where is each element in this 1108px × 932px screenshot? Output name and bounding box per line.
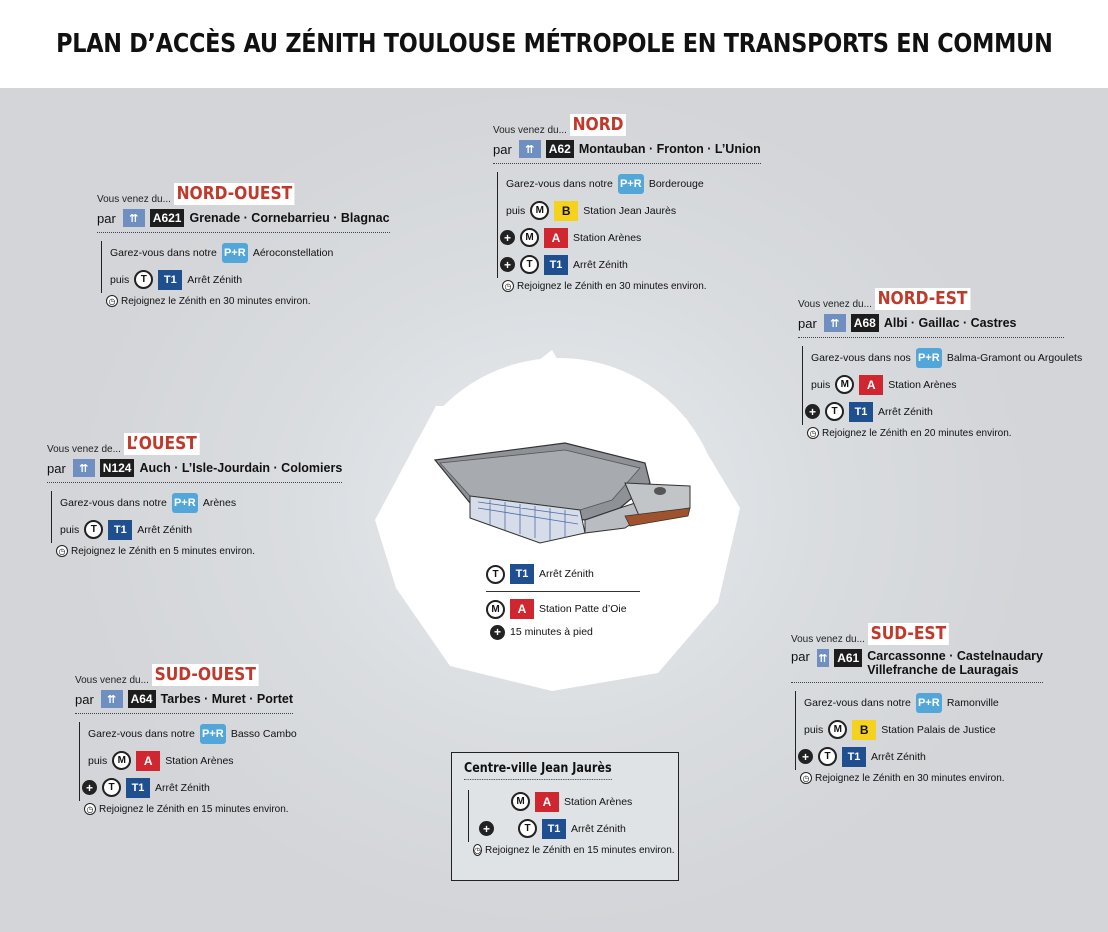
plus-icon: + [798, 749, 813, 764]
ne-park-text: Garez-vous dans nos [811, 351, 911, 364]
park-and-ride-icon: P+R [200, 724, 226, 744]
park-and-ride-icon: P+R [172, 493, 198, 513]
ouest-road: N124 [100, 459, 135, 477]
page-title: PLAN D’ACCÈS AU ZÉNITH TOULOUSE MÉTROPOLE EN TRANSPORTS EN COMMUN [55, 29, 1053, 59]
so-final-text: Rejoignez le Zénith en 15 minutes environ. [99, 803, 289, 815]
se-prefix: Vous venez du... [791, 634, 865, 645]
so-park-name: Basso Cambo [230, 727, 297, 740]
line-b-badge: B [852, 720, 876, 740]
nord-step3-label: Station Arènes [573, 231, 642, 244]
metro-icon: M [530, 201, 549, 220]
ouest-par-label: par [47, 460, 66, 476]
ne-towns: Albi · Gaillac · Castres [883, 316, 1017, 330]
so-par-label: par [75, 691, 94, 707]
no-prefix: Vous venez du... [97, 194, 171, 205]
tram-icon: T [520, 255, 539, 274]
cv-step1-label: Station Arènes [564, 795, 633, 808]
no-final-text: Rejoignez le Zénith en 30 minutes environ. [121, 295, 311, 307]
region-sud-ouest [75, 662, 297, 815]
no-park-text: Garez-vous dans notre [110, 246, 217, 259]
no-towns: Grenade · Cornebarrieu · Blagnac [189, 211, 390, 225]
se-region-name: SUD-EST [868, 623, 949, 645]
region-sud-est [791, 621, 1043, 784]
plus-icon: + [479, 821, 494, 836]
nord-park-name: Borderouge [648, 177, 704, 190]
plus-icon: + [805, 404, 820, 419]
no-step-park [110, 239, 390, 266]
line-a-badge: A [859, 375, 883, 395]
no-puis-label: puis [110, 273, 130, 286]
so-prefix: Vous venez du... [75, 675, 149, 686]
ne-step2-label: Station Arènes [888, 378, 957, 391]
nord-step4-label: Arrêt Zénith [573, 258, 628, 271]
nord-final-text: Rejoignez le Zénith en 30 minutes environ. [517, 280, 707, 292]
line-t1-badge: T1 [544, 255, 568, 275]
ouest-step-park [60, 489, 342, 516]
nord-step-metro-b [506, 197, 761, 224]
se-step-metro-b [804, 716, 1043, 743]
so-step-metro-a [88, 747, 297, 774]
clock-icon: ◷ [106, 295, 118, 307]
metro-icon: M [511, 792, 530, 811]
line-a-badge: A [535, 792, 559, 812]
line-a-badge: A [544, 228, 568, 248]
region-nord-est [798, 286, 1082, 439]
center-tram-stop: Arrêt Zénith [539, 568, 594, 580]
ouest-puis-label: puis [60, 523, 80, 536]
cv-step-metro [477, 788, 666, 815]
line-t1-badge: T1 [126, 778, 150, 798]
line-a-badge: A [510, 599, 534, 619]
nord-step-metro-a [503, 224, 761, 251]
se-final [800, 772, 1043, 784]
se-step-park [804, 689, 1043, 716]
centre-ville-title: Centre-ville Jean Jaurès [464, 761, 612, 780]
nord-puis-label: puis [506, 204, 526, 217]
ouest-prefix: Vous venez de... [47, 444, 121, 455]
no-park-name: Aéroconstellation [252, 246, 334, 259]
ouest-region-name: L’OUEST [124, 433, 199, 455]
zenith-access-info [486, 561, 646, 642]
se-road: A61 [834, 649, 862, 667]
cv-final [473, 844, 675, 856]
ne-par-label: par [798, 315, 817, 331]
ne-step3-label: Arrêt Zénith [878, 405, 933, 418]
so-towns: Tarbes · Muret · Portet [160, 692, 293, 706]
nord-region-name: NORD [570, 114, 626, 136]
no-par-label: par [97, 210, 116, 226]
ne-prefix: Vous venez du... [798, 299, 872, 310]
highway-icon: ⇈ [73, 459, 95, 477]
so-step-park [88, 720, 297, 747]
se-puis-label: puis [804, 723, 824, 736]
highway-icon: ⇈ [824, 314, 846, 332]
no-step-tram [110, 266, 390, 293]
ouest-park-text: Garez-vous dans notre [60, 496, 167, 509]
se-park-name: Ramonville [946, 696, 999, 709]
nord-final [502, 280, 761, 292]
se-par-label: par [791, 649, 810, 664]
metro-icon: M [828, 720, 847, 739]
tram-icon: T [84, 520, 103, 539]
line-t1-badge: T1 [108, 520, 132, 540]
ouest-final-text: Rejoignez le Zénith en 5 minutes environ. [71, 545, 255, 557]
nord-step2-label: Station Jean Jaurès [583, 204, 677, 217]
so-step3-label: Arrêt Zénith [155, 781, 210, 794]
so-step-tram [85, 774, 297, 801]
ouest-towns: Auch · L’Isle-Jourdain · Colomiers [139, 461, 343, 475]
nord-road: A62 [546, 140, 574, 158]
center-walk-row [486, 622, 646, 642]
tram-icon: T [102, 778, 121, 797]
plus-icon: + [82, 780, 97, 795]
region-ouest [47, 431, 342, 557]
cv-step2-label: Arrêt Zénith [571, 822, 626, 835]
se-park-text: Garez-vous dans notre [804, 696, 911, 709]
tram-icon: T [825, 402, 844, 421]
center-metro-row [486, 596, 646, 622]
plus-icon: + [500, 257, 515, 272]
nord-prefix: Vous venez du... [493, 125, 567, 136]
nord-towns: Montauban · Fronton · L’Union [578, 142, 761, 156]
se-towns-line2: Villefranche de Lauragais [867, 663, 1019, 677]
cv-final-text: Rejoignez le Zénith en 15 minutes environ. [484, 844, 675, 856]
ne-step-tram [808, 398, 1082, 425]
nord-step-tram [503, 251, 761, 278]
so-puis-label: puis [88, 754, 108, 767]
cv-step-tram [477, 815, 666, 842]
ne-final-text: Rejoignez le Zénith en 20 minutes environ. [822, 427, 1012, 439]
tram-icon: T [518, 819, 537, 838]
tram-icon: T [818, 747, 837, 766]
highway-icon: ⇈ [519, 140, 541, 158]
se-towns-line1: Carcassonne · Castelnaudary [867, 649, 1043, 663]
line-t1-badge: T1 [158, 270, 182, 290]
center-walk: 15 minutes à pied [510, 626, 593, 638]
metro-icon: M [835, 375, 854, 394]
tram-icon: T [486, 565, 505, 584]
line-t1-badge: T1 [542, 819, 566, 839]
nord-step-park [506, 170, 761, 197]
se-step3-label: Arrêt Zénith [871, 750, 926, 763]
center-metro-station: Station Patte d’Oie [539, 603, 627, 615]
line-t1-badge: T1 [849, 402, 873, 422]
so-park-text: Garez-vous dans notre [88, 727, 195, 740]
metro-icon: M [486, 600, 505, 619]
ouest-step-tram [60, 516, 342, 543]
clock-icon: ◷ [502, 280, 514, 292]
clock-icon: ◷ [807, 427, 819, 439]
region-nord-ouest [97, 181, 390, 307]
ne-puis-label: puis [811, 378, 831, 391]
park-and-ride-icon: P+R [222, 243, 248, 263]
center-divider [486, 591, 640, 592]
clock-icon: ◷ [56, 545, 68, 557]
line-t1-badge: T1 [510, 564, 534, 584]
line-b-badge: B [554, 201, 578, 221]
ne-final [807, 427, 1082, 439]
so-region-name: SUD-OUEST [152, 664, 258, 686]
ouest-park-name: Arènes [202, 496, 237, 509]
metro-icon: M [112, 751, 131, 770]
line-a-badge: A [136, 751, 160, 771]
highway-icon: ⇈ [101, 690, 123, 708]
highway-icon: ⇈ [817, 649, 829, 667]
ne-step-metro-a [811, 371, 1082, 398]
tram-icon: T [134, 270, 153, 289]
clock-icon: ◷ [800, 772, 812, 784]
map-area [0, 88, 1108, 932]
park-and-ride-icon: P+R [916, 693, 942, 713]
ouest-final [56, 545, 342, 557]
region-nord [493, 112, 761, 292]
se-final-text: Rejoignez le Zénith en 30 minutes environ. [815, 772, 1005, 784]
park-and-ride-icon: P+R [618, 174, 644, 194]
no-step2-label: Arrêt Zénith [187, 273, 243, 286]
nord-park-text: Garez-vous dans notre [506, 177, 613, 190]
plus-icon: + [490, 625, 505, 640]
no-final [106, 295, 390, 307]
center-tram-row [486, 561, 646, 587]
se-step-tram [801, 743, 1043, 770]
centre-ville-box [451, 752, 679, 881]
so-road: A64 [128, 690, 156, 708]
ne-step-park [811, 344, 1082, 371]
so-step2-label: Station Arènes [165, 754, 234, 767]
line-t1-badge: T1 [842, 747, 866, 767]
highway-icon: ⇈ [123, 209, 145, 227]
so-final [84, 803, 297, 815]
park-and-ride-icon: P+R [916, 348, 942, 368]
nord-par-label: par [493, 141, 512, 157]
no-road: A621 [150, 209, 185, 227]
ouest-step2-label: Arrêt Zénith [137, 523, 193, 536]
clock-icon: ◷ [84, 803, 96, 815]
no-region-name: NORD-OUEST [174, 183, 295, 205]
plus-icon: + [500, 230, 515, 245]
ne-park-name: Balma-Gramont ou Argoulets [946, 351, 1083, 364]
ne-region-name: NORD-EST [875, 288, 970, 310]
metro-icon: M [520, 228, 539, 247]
ne-road: A68 [851, 314, 879, 332]
header [0, 0, 1108, 88]
se-towns [867, 649, 1043, 677]
se-step2-label: Station Palais de Justice [881, 723, 996, 736]
clock-icon: ◷ [474, 845, 481, 855]
